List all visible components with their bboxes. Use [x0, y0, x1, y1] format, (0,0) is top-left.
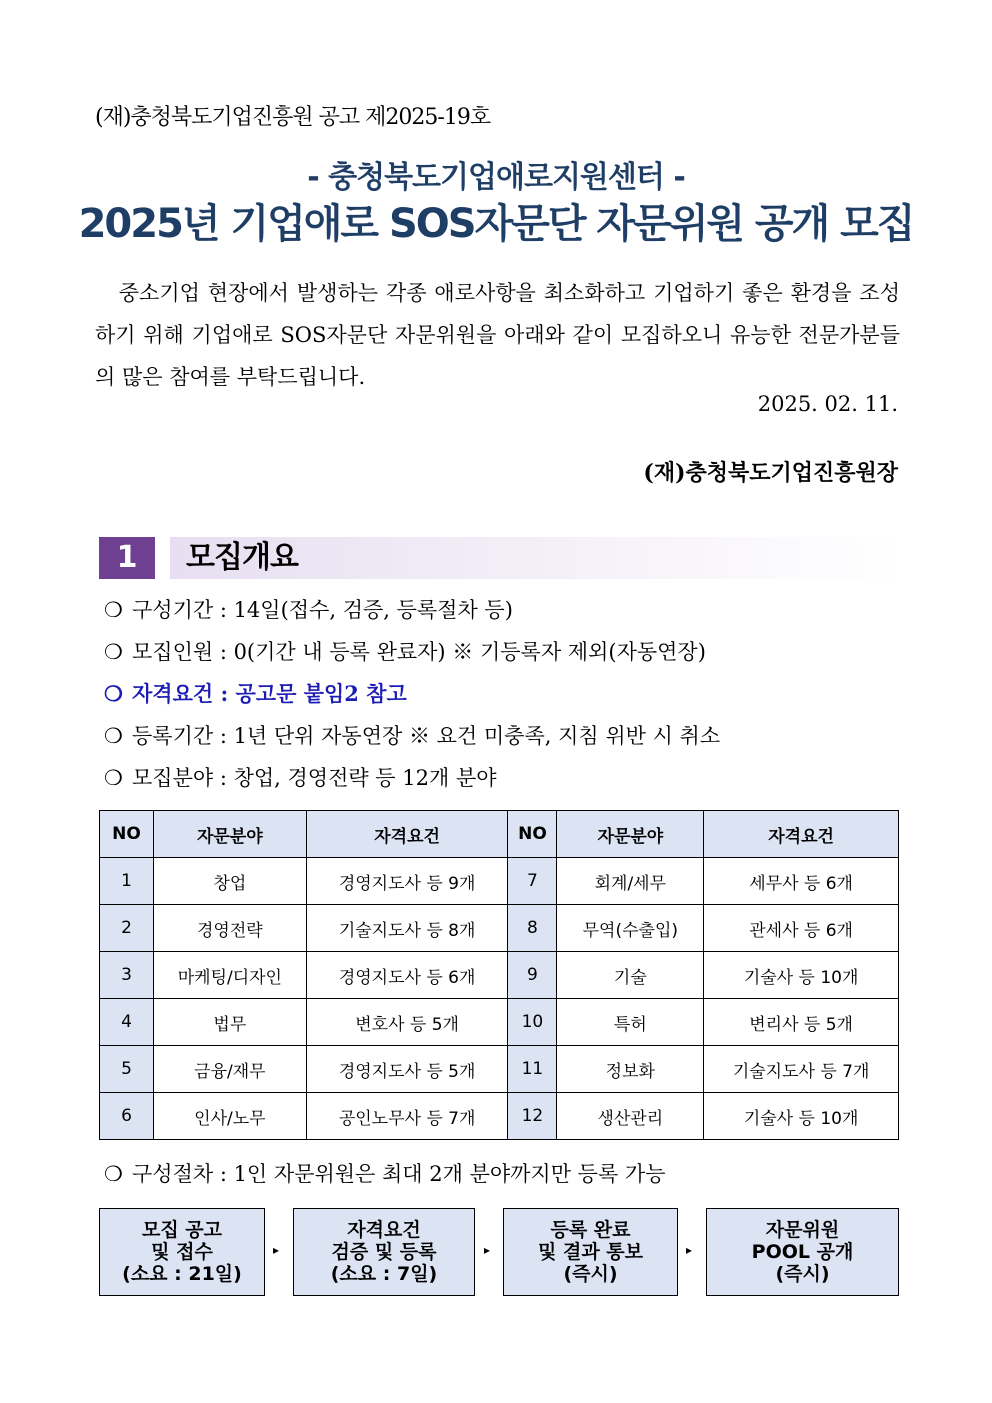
notice-date: 2025. 02. 11. — [757, 392, 898, 416]
notice-number: (재)충청북도기업진흥원 공고 제2025-19호 — [95, 105, 491, 130]
table-row: 4 법무 변호사 등 5개 10 특허 변리사 등 5개 — [100, 999, 899, 1046]
circle-bullet-icon: ❍ — [104, 640, 123, 664]
header-no: NO — [100, 811, 154, 858]
flow-arrow-icon: ▸ — [484, 1243, 491, 1257]
issuer-name: (재)충청북도기업진흥원장 — [643, 460, 898, 486]
flow-step-announcement: 모집 공고 및 접수 (소요 : 21일) — [99, 1208, 265, 1296]
bullet-qualification: ❍ 자격요건 : 공고문 붙임2 참고 — [104, 681, 407, 706]
section-title: 모집개요 — [186, 540, 298, 575]
intro-text: 중소기업 현장에서 발생하는 각종 애로사항을 최소화하고 기업하기 좋은 환경을 조성하기 위해 기업애로 SOS자문단 자문위원을 아래와 같이 모집하오니 유능한 전문가분들의 많은 참여를 부탁드립니다. — [95, 281, 900, 389]
bullet-fields: ❍ 모집분야 : 창업, 경영전략 등 12개 분야 — [104, 766, 497, 790]
flow-step-verification: 자격요건 검증 및 등록 (소요 : 7일) — [293, 1208, 475, 1296]
bullet-period: ❍ 구성기간 : 14일(접수, 검증, 등록절차 등) — [104, 598, 513, 622]
table-row: 5 금융/재무 경영지도사 등 5개 11 정보화 기술지도사 등 7개 — [100, 1046, 899, 1093]
table-row: 2 경영전략 기술지도사 등 8개 8 무역(수출입) 관세사 등 6개 — [100, 905, 899, 952]
center-subtitle: - 충청북도기업애로지원센터 - — [307, 160, 685, 195]
bullet-headcount: ❍ 모집인원 : 0(기간 내 등록 완료자) ※ 기등록자 제외(자동연장) — [104, 640, 706, 664]
advisory-fields-table — [99, 810, 899, 1140]
header-qualification: 자격요건 — [704, 811, 899, 858]
flow-arrow-icon: ▸ — [686, 1243, 693, 1257]
flow-step-pool-disclosure: 자문위원 POOL 공개 (즉시) — [706, 1208, 899, 1296]
circle-bullet-icon: ❍ — [104, 766, 123, 790]
circle-bullet-icon: ❍ — [104, 681, 123, 706]
page-title: 2025년 기업애로 SOS자문단 자문위원 공개 모집 — [78, 201, 914, 247]
table-row: 3 마케팅/디자인 경영지도사 등 6개 9 기술 기술사 등 10개 — [100, 952, 899, 999]
table-row: 6 인사/노무 공인노무사 등 7개 12 생산관리 기술사 등 10개 — [100, 1093, 899, 1140]
header-field: 자문분야 — [153, 811, 306, 858]
table-header-row — [100, 811, 899, 858]
header-qualification: 자격요건 — [306, 811, 508, 858]
circle-bullet-icon: ❍ — [104, 724, 123, 748]
bullet-registration-period: ❍ 등록기간 : 1년 단위 자동연장 ※ 요건 미충족, 지침 위반 시 취소 — [104, 724, 721, 748]
circle-bullet-icon: ❍ — [104, 1162, 123, 1186]
table-row: 1 창업 경영지도사 등 9개 7 회계/세무 세무사 등 6개 — [100, 858, 899, 905]
intro-paragraph — [95, 272, 900, 398]
section-number: 1 — [99, 537, 155, 579]
bullet-procedure: ❍ 구성절차 : 1인 자문위원은 최대 2개 분야까지만 등록 가능 — [104, 1162, 666, 1186]
header-field: 자문분야 — [557, 811, 704, 858]
flow-arrow-icon: ▸ — [273, 1243, 280, 1257]
circle-bullet-icon: ❍ — [104, 598, 123, 622]
header-no: NO — [508, 811, 557, 858]
flow-step-notification: 등록 완료 및 결과 통보 (즉시) — [503, 1208, 678, 1296]
